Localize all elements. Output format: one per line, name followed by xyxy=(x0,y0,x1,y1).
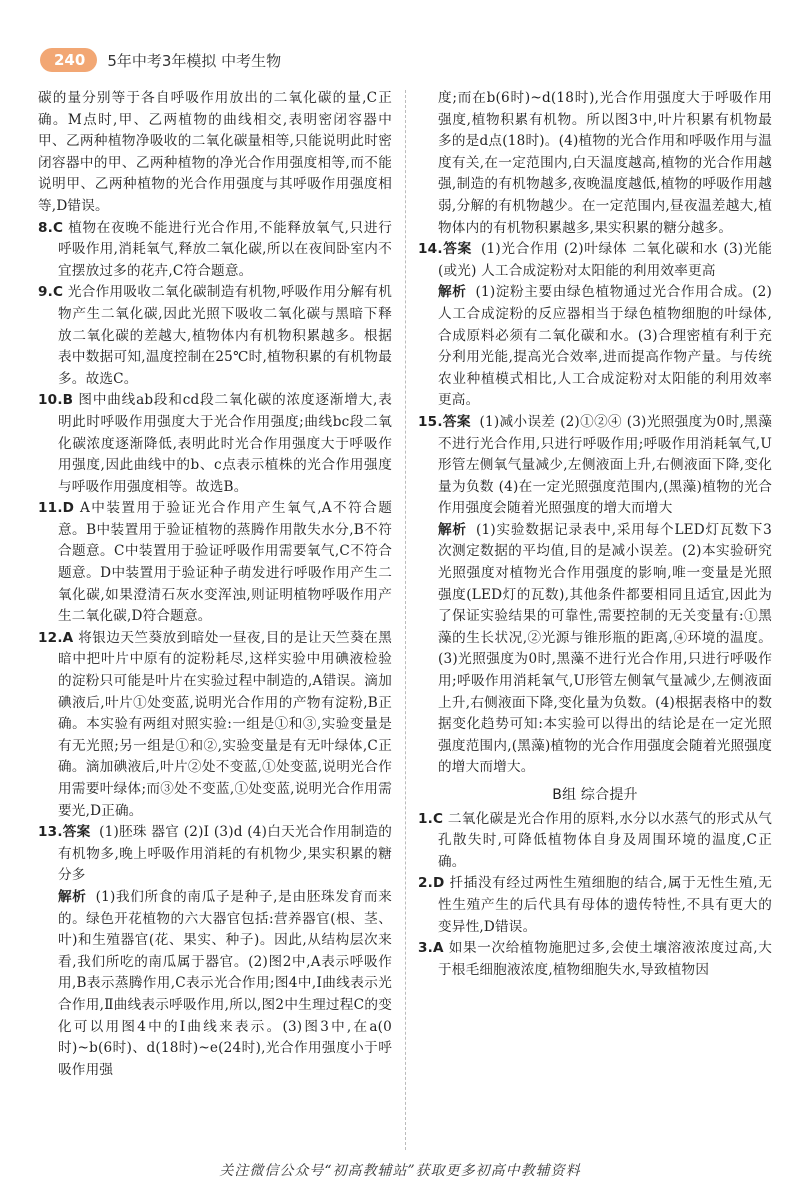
item-number: 11.D xyxy=(38,500,75,517)
continued-paragraph xyxy=(38,88,392,218)
footer-watermark-text: 关注微信公众号“初高教辅站”获取更多初高中教辅资料 xyxy=(219,1163,581,1179)
answer-text: (1)光合作用 (2)叶绿体 二氧化碳和水 (3)光能(或光) 人工合成淀粉对太阳能的利用效率更高 xyxy=(438,241,772,279)
explanation-text: (1)淀粉主要由绿色植物通过光合作用合成。(2)人工合成淀粉的反应器相当于绿色植物细胞的叶绿体,合成原料必须有二氧化碳和水。(3)合理密植有利于充分利用光能,提高光合效率,进而提高作物产量。与传统农业种植模式相比,人工合成淀粉对太阳能的利用效率更高。 xyxy=(438,284,773,409)
book-title: 5年中考3年模拟 中考生物 xyxy=(107,51,282,70)
answer-tag: 答案 xyxy=(442,413,471,430)
answer-tag: 答案 xyxy=(442,241,472,258)
item-number: 14. xyxy=(418,241,443,258)
explanation-tag: 解析 xyxy=(438,284,467,301)
item-text: 扦插没有经过两性生殖细胞的结合,属于无性生殖,无性生殖产生的后代具有母体的遗传特性,不具有更大的变异性,D错误。 xyxy=(438,875,772,935)
answer-item-15 xyxy=(418,412,772,779)
item-number: 12.A xyxy=(38,629,74,646)
column-divider xyxy=(405,90,406,1150)
item-text: 如果一次给植物施肥过多,会使土壤溶液浓度过高,大于根毛细胞液浓度,植物细胞失水,导致植物因 xyxy=(438,940,772,978)
right-column xyxy=(418,88,772,981)
item-text: 光合作用吸收二氧化碳制造有机物,呼吸作用分解有机物产生二氧化碳,因此光照下吸收二氧化碳与黑暗下释放二氧化碳的差越大,植物体内有机物积累越多。根据表中数据可知,温度控制在25℃时,植物积累的有机物最多。故选C。 xyxy=(58,284,392,387)
item-number: 13. xyxy=(38,824,63,841)
continued-paragraph xyxy=(418,88,772,239)
explanation-tag: 解析 xyxy=(58,888,87,905)
item-text: 二氧化碳是光合作用的原料,水分以水蒸气的形式从气孔散失时,可降低植物体自身及周围环境的温度,C正确。 xyxy=(438,810,772,870)
item-text: 图中曲线ab段和cd段二氧化碳的浓度逐渐增大,表明此时呼吸作用强度大于光合作用强度;曲线bc段二氧化碳浓度逐渐降低,表明此时光合作用强度大于呼吸作用强度,因此曲线中的b、c点表示植株的光合作用强度与呼吸作用强度相等。故选B。 xyxy=(58,392,392,495)
page-header xyxy=(40,46,281,74)
answer-item-9 xyxy=(38,282,392,390)
item-number: 15. xyxy=(418,413,443,430)
answer-text: (1)胚珠 器官 (2)Ⅰ (3)d (4)白天光合作用制造的有机物多,晚上呼吸作用消耗的有机物少,果实积累的糖分多 xyxy=(58,824,392,884)
explanation-text: (1)我们所食的南瓜子是种子,是由胚珠发育而来的。绿色开花植物的六大器官包括:营养器官(根、茎、叶)和生殖器官(花、果实、种子)。因此,从结构层次来看,我们所吃的南瓜属于器官。(2)图2中,A表示呼吸作用,B表示蒸腾作用,C表示光合作用;图4中,Ⅰ曲线表示光合作用,Ⅱ曲线表示呼吸作用,所以,图2中生理过程C的变化可以用图4中的Ⅰ曲线来表示。(3)图3中,在a(0时)~b(6时)、d(18时)~e(24时),光合作用强度小于呼吸作用强 xyxy=(58,888,392,1078)
answer-item-b2 xyxy=(418,873,772,938)
answer-item-8 xyxy=(38,218,392,283)
item-text: 植物在夜晚不能进行光合作用,不能释放氧气,只进行呼吸作用,消耗氧气,释放二氧化碳,所以在夜间卧室内不宜摆放过多的花卉,C符合题意。 xyxy=(58,219,392,279)
answer-item-14 xyxy=(418,239,772,412)
item-number: 8.C xyxy=(38,219,64,236)
answer-item-11 xyxy=(38,498,392,628)
answer-item-b1 xyxy=(418,809,772,874)
item-number: 10.B xyxy=(38,392,74,409)
item-number: 3.A xyxy=(418,940,444,957)
item-number: 1.C xyxy=(418,810,444,827)
item-text: A中装置用于验证光合作用产生氧气,A不符合题意。B中装置用于验证植物的蒸腾作用散失水分,B不符合题意。C中装置用于验证呼吸作用需要氧气,C不符合题意。D中装置用于验证种子萌发进行呼吸作用产生二氧化碳,如果澄清石灰水变浑浊,则证明植物呼吸作用产生二氧化碳,D符合题意。 xyxy=(58,500,392,625)
answer-item-13 xyxy=(38,822,392,1081)
answer-item-12 xyxy=(38,628,392,822)
answer-text: (1)减小误差 (2)①②④ (3)光照强度为0时,黑藻不进行光合作用,只进行呼吸作用;呼吸作用消耗氧气,U形管左侧氧气量减少,左侧液面上升,右侧液面下降,变化量为负数 (4)在一定光照强度范围内,(黑藻)植物的光合作用强度会随着光照强度的增大而增大 xyxy=(438,413,772,517)
item-number: 9.C xyxy=(38,284,64,301)
paragraph-text: 碳的量分别等于各自呼吸作用放出的二氧化碳的量,C正确。M点时,甲、乙两植物的曲线相交,表明密闭容器中甲、乙两种植物净吸收的二氧化碳量相等,只能说明此时密闭容器中的甲、乙两种植物的净光合作用强度相等,而不能说明甲、乙两种植物的光合作用强度与其呼吸作用强度相等,D错误。 xyxy=(38,90,392,214)
answer-item-10 xyxy=(38,390,392,498)
explanation-text: (1)实验数据记录表中,采用每个LED灯瓦数下3次测定数据的平均值,目的是减小误差。(2)本实验研究光照强度对植物光合作用强度的影响,唯一变量是光照强度(LED灯的瓦数),其他条件都要相同且适宜,因此为了保证实验结果的可靠性,需要控制的无关变量有:①黑藻的生长状况,②光源与锥形瓶的距离,④环境的温度。(3)光照强度为0时,黑藻不进行光合作用,只进行呼吸作用;呼吸作用消耗氧气,U形管左侧氧气量减少,左侧液面上升,右侧液面下降,变化量为负数。(4)根据表格中的数据变化趋势可知:本实验可以得出的结论是在一定光照强度范围内,(黑藻)植物的光合作用强度会随着光照强度的增大而增大。 xyxy=(438,521,773,776)
answer-tag: 答案 xyxy=(62,824,91,841)
left-column xyxy=(38,88,392,1081)
page-number-badge: 240 xyxy=(40,48,97,72)
explanation-tag: 解析 xyxy=(438,521,467,538)
paragraph-text: 度;而在b(6时)~d(18时),光合作用强度大于呼吸作用强度,植物积累有机物。所以图3中,叶片积累有机物最多的是d点(18时)。(4)植物的光合作用和呼吸作用与温度有关,在一定范围内,白天温度越高,植物的光合作用越强,制造的有机物越多,夜晚温度越低,植物的呼吸作用越弱,分解的有机物越少。在一定范围内,昼夜温差越大,植物体内的有机物积累越多,果实积累的糖分越多。 xyxy=(438,90,772,236)
item-text: 将银边天竺葵放到暗处一昼夜,目的是让天竺葵在黑暗中把叶片中原有的淀粉耗尽,这样实验中用碘液检验的淀粉只可能是叶片在实验过程中制造的,A错误。滴加碘液后,叶片①处变蓝,说明光合作用的产物有淀粉,B正确。本实验有两组对照实验:一组是①和③,实验变量是有无光照;另一组是①和②,实验变量是有无叶绿体,C正确。滴加碘液后,叶片②处不变蓝,①处变蓝,说明光合作用需要叶绿体;而③处不变蓝,①处变蓝,说明光合作用需要光,D正确。 xyxy=(58,629,392,819)
section-title: B组 综合提升 xyxy=(552,787,638,803)
item-number: 2.D xyxy=(418,875,445,892)
answer-item-b3 xyxy=(418,938,772,981)
